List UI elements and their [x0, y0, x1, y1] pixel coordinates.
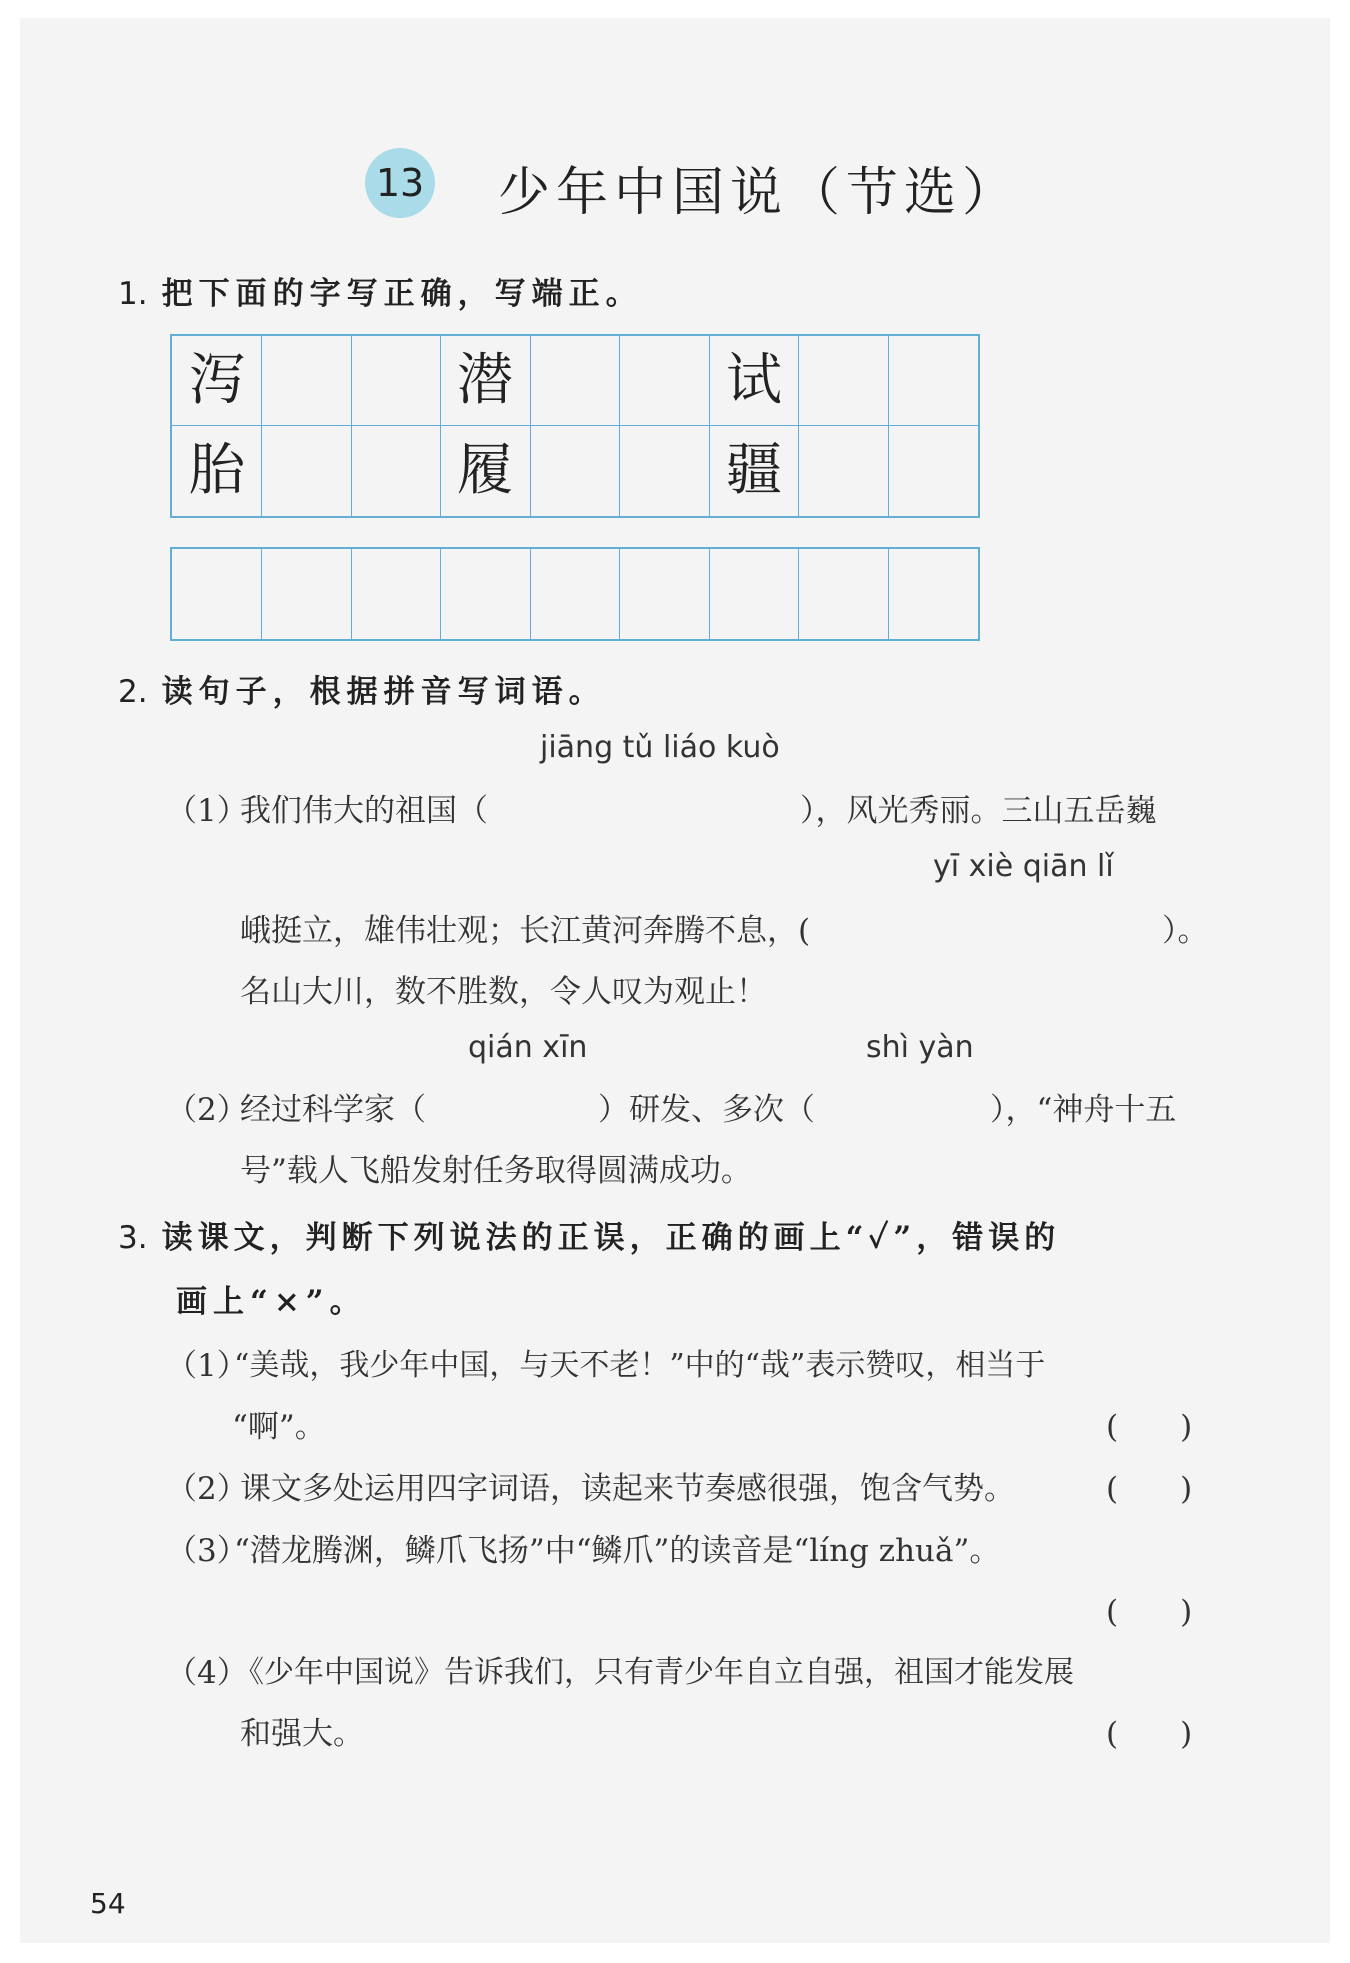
lesson-title: 少年中国说（节选） — [498, 163, 1021, 223]
pinyin-qianxin: qián xīn — [468, 1030, 588, 1065]
write-box[interactable] — [262, 336, 351, 425]
q3-item1-text-a: “美哉，我少年中国，与天不老！”中的“哉”表示赞叹，相当于 — [234, 1348, 1046, 1383]
q2-s1-text-a: 我们伟大的祖国（ — [240, 793, 488, 829]
q3-item2-text: 课文多处运用四字词语，读起来节奏感很强，饱含气势。 — [240, 1471, 1015, 1507]
char-shi: 试 — [726, 348, 782, 413]
q2-number: 2. — [118, 674, 148, 710]
write-box[interactable] — [798, 336, 887, 425]
answer-bracket-3[interactable]: ( ) — [1106, 1594, 1193, 1630]
q2-s2-number: （2） — [166, 1092, 248, 1128]
q3-item4-text-b: 和强大。 — [240, 1716, 364, 1752]
q1-heading — [118, 268, 643, 313]
q3-item3-text: “潜龙腾渊，鳞爪飞扬”中“鳞爪”的读音是“líng zhuǎ”。 — [234, 1533, 1001, 1569]
page-number: 54 — [90, 1887, 126, 1920]
answer-bracket-4[interactable]: ( ) — [1106, 1716, 1193, 1752]
q3-heading — [118, 1212, 1060, 1257]
q2-s2-text-d: 号”载人飞船发射任务取得圆满成功。 — [240, 1153, 752, 1189]
write-box[interactable] — [530, 426, 619, 515]
q3-instruction-line1: 读课文，判断下列说法的正误，正确的画上“✓”，错误的 — [161, 1220, 1061, 1256]
practice-grid-1 — [170, 334, 980, 518]
q3-item1-number: （1） — [166, 1348, 248, 1384]
write-box[interactable] — [888, 426, 977, 515]
q2-s1-number: （1） — [166, 793, 248, 829]
write-box[interactable] — [530, 336, 619, 425]
practice-grid-2[interactable] — [170, 547, 980, 641]
q1-instruction: 把下面的字写正确，写端正。 — [161, 276, 643, 312]
q2-instruction: 读句子，根据拼音写词语。 — [161, 674, 606, 710]
q2-s2-text-c: ），“神舟十五 — [990, 1092, 1177, 1128]
write-box[interactable] — [888, 336, 977, 425]
pinyin-jiangtu: jiāng tǔ liáo kuò — [540, 730, 780, 765]
q2-s2-text-a: 经过科学家（ — [240, 1092, 426, 1128]
pinyin-yixie: yī xiè qiān lǐ — [933, 849, 1114, 884]
q3-number: 3. — [118, 1220, 148, 1256]
q3-item4-number: （4） — [166, 1655, 248, 1691]
pinyin-shiyan: shì yàn — [866, 1030, 974, 1065]
answer-bracket-1[interactable]: ( ) — [1106, 1409, 1193, 1445]
char-xie: 泻 — [189, 348, 245, 413]
q1-number: 1. — [118, 276, 148, 312]
q3-item4-text-a: 《少年中国说》告诉我们，只有青少年自立自强，祖国才能发展 — [234, 1655, 1074, 1690]
write-box[interactable] — [351, 426, 440, 515]
q3-item3-number: （3） — [166, 1533, 248, 1569]
lesson-number: 13 — [375, 161, 425, 205]
write-box[interactable] — [351, 336, 440, 425]
write-box[interactable] — [619, 426, 708, 515]
q2-s2-text-b: ）研发、多次（ — [598, 1092, 815, 1128]
q2-s1-text-c: 峨挺立，雄伟壮观；长江黄河奔腾不息，( — [240, 913, 811, 949]
q2-s1-text-d: ）。 — [1162, 913, 1209, 949]
char-tai: 胎 — [189, 438, 245, 503]
write-box[interactable] — [798, 426, 887, 515]
char-qian: 潜 — [457, 348, 513, 413]
q3-instruction-line2: 画上“×”。 — [176, 1284, 367, 1320]
q3-item2-number: （2） — [166, 1471, 248, 1507]
char-jiang: 疆 — [726, 438, 782, 503]
answer-bracket-2[interactable]: ( ) — [1106, 1471, 1193, 1507]
write-box[interactable] — [262, 426, 351, 515]
q2-s1-text-e: 名山大川，数不胜数，令人叹为观止！ — [240, 974, 767, 1010]
write-box[interactable] — [619, 336, 708, 425]
char-lv: 履 — [457, 438, 513, 503]
q3-item1-text-b: “啊”。 — [232, 1409, 326, 1445]
q2-s1-text-b: ），风光秀丽。三山五岳巍 — [800, 793, 1157, 829]
q2-heading — [118, 666, 606, 711]
